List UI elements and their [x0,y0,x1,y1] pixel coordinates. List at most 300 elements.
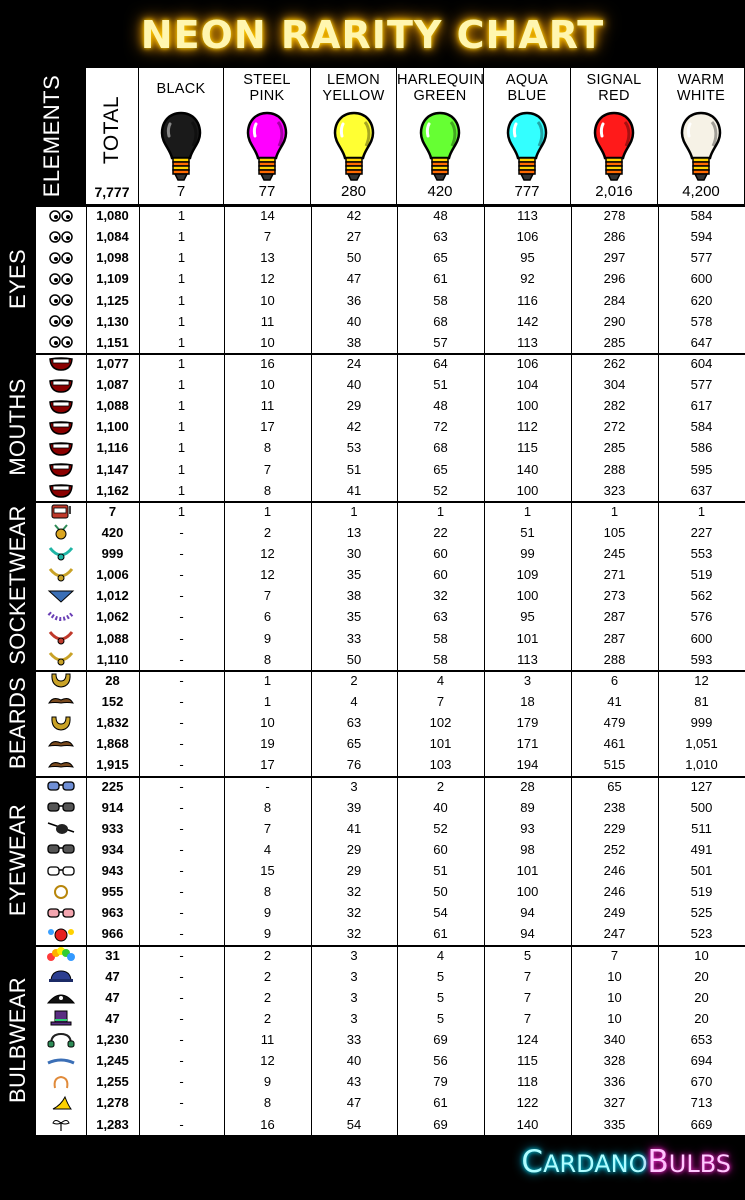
table-row [36,437,745,458]
value-cell: 41 [346,820,362,836]
value-cell: 577 [690,250,713,266]
total-cell: 1,147 [96,461,129,477]
value-cell: 113 [517,651,538,667]
group-divider [36,670,745,672]
total-cell: 914 [101,799,124,815]
color-name-line: AQUA [505,72,549,88]
value-cell: 93 [520,820,535,836]
value-cell: 17 [260,757,275,773]
value-cell: 1 [177,503,186,519]
total-label: TOTAL [100,95,123,165]
value-cell: 1 [177,313,186,329]
value-cell: 999 [690,715,713,731]
value-cell: 252 [603,841,626,857]
value-cell: 50 [346,250,362,266]
total-cell: 47 [105,989,120,1005]
group-divider [36,776,745,778]
color-header [484,68,571,204]
value-cell: - [179,884,184,900]
value-cell: 41 [607,693,622,709]
table-row [36,797,745,818]
table-row [36,1050,745,1071]
value-cell: 76 [346,757,362,773]
value-cell: 101 [429,736,452,752]
trait-icon-cell [36,881,86,902]
value-cell: 95 [520,250,535,266]
value-cell: 647 [690,334,713,350]
table-row [36,395,745,416]
eyes-icon [45,271,77,287]
table-row [36,987,745,1008]
value-cell: 113 [517,208,538,223]
table-row [36,881,745,902]
trait-icon-cell [36,311,86,332]
total-cell: 1,109 [96,271,129,287]
value-cell: 296 [603,271,626,287]
value-cell: 9 [263,1074,272,1090]
value-cell: 69 [433,1032,448,1048]
total-cell: 1,278 [96,1095,129,1111]
value-cell: 288 [603,651,626,667]
value-cell: 577 [690,377,713,393]
value-cell: 4 [436,947,445,963]
value-cell: 16 [260,1116,275,1132]
value-cell: 42 [346,419,362,435]
value-cell: 10 [694,947,709,963]
value-cell: 100 [516,482,539,498]
value-cell: 479 [603,715,626,731]
value-cell: 32 [346,905,362,921]
value-cell: 118 [517,1074,538,1090]
total-cell: 1,062 [96,609,129,625]
value-cell: 1 [263,672,272,688]
value-cell: 29 [346,863,362,879]
value-cell: 12 [260,567,275,583]
medal-icon [45,524,77,540]
slot-machine-icon [45,503,77,519]
color-count: 420 [427,183,453,200]
value-cell: 116 [517,292,538,308]
value-cell: 515 [603,757,626,773]
mouth-icon [45,419,77,435]
trait-icon-cell [36,1050,86,1071]
value-cell: 562 [690,588,713,604]
sprout-icon [45,1116,77,1132]
value-cell: 4 [350,693,358,709]
value-cell: 194 [516,757,539,773]
value-cell: 1 [177,419,186,435]
light-bulb-icon [505,110,549,188]
clown-nose-icon [45,926,77,942]
color-name-line: WHITE [676,88,726,104]
trait-icon-cell [36,268,86,289]
color-count: 4,200 [682,183,720,200]
trait-icon-cell [36,332,86,353]
value-cell: - [179,672,184,688]
value-cell: 593 [690,651,713,667]
value-cell: - [179,968,184,984]
total-cell: 1,125 [96,292,129,308]
value-cell: 35 [346,609,362,625]
value-cell: 32 [433,588,448,604]
value-cell: 103 [429,757,452,773]
trait-icon-cell [36,564,86,585]
value-cell: - [179,736,184,752]
value-cell: - [179,841,184,857]
group-label: BULBWEAR [5,976,30,1103]
table-row [36,628,745,649]
value-cell: 63 [346,715,362,731]
value-cell: 288 [603,461,626,477]
value-cell: 50 [433,884,448,900]
color-name-line: STEEL [243,72,291,88]
value-cell: - [179,1116,184,1132]
color-header [139,68,224,204]
value-cell: 63 [433,609,448,625]
value-cell: 33 [346,1032,362,1048]
pirate-hat-icon [45,989,77,1005]
value-cell: 142 [516,313,539,329]
value-cell: 13 [346,524,362,540]
value-cell: 48 [433,208,448,223]
total-cell: 1,915 [96,757,129,773]
value-cell: - [179,715,184,731]
mustache-icon [45,757,77,773]
value-cell: 2 [263,524,272,540]
value-cell: 670 [690,1074,713,1090]
value-cell: 40 [346,1053,362,1069]
trait-icon-cell [36,480,86,501]
value-cell: 48 [433,398,448,414]
value-cell: 12 [260,271,275,287]
eyes-icon [45,208,77,224]
value-cell: 98 [520,841,535,857]
color-count: 77 [258,183,276,200]
value-cell: 7 [610,947,619,963]
total-value: 7,777 [94,184,130,200]
value-cell: 285 [603,440,626,456]
table-row [36,839,745,860]
value-cell: - [179,799,184,815]
value-cell: 8 [263,440,272,456]
light-bulb-icon [245,110,289,188]
value-cell: 115 [517,1053,538,1069]
value-cell: 28 [520,778,535,794]
total-cell: 1,832 [96,715,129,731]
table-row [36,902,745,923]
value-cell: 290 [603,313,626,329]
value-cell: 52 [433,482,448,498]
value-cell: 3 [350,968,358,984]
value-cell: 10 [260,334,275,350]
value-cell: 4 [436,672,445,688]
trait-icon-cell [36,797,86,818]
value-cell: 1 [263,693,272,709]
table-row [36,1008,745,1029]
value-cell: 122 [516,1095,539,1111]
total-cell: 420 [101,524,124,540]
value-cell: 40 [346,377,362,393]
mustache-icon [45,736,77,752]
value-cell: 1 [610,503,619,519]
value-cell: 106 [516,355,539,371]
value-cell: 1 [177,334,186,350]
value-cell: 1 [263,503,272,519]
value-cell: 109 [516,567,539,583]
table-row [36,543,745,564]
value-cell: 53 [346,440,362,456]
trait-icon-cell [36,733,86,754]
trait-icon-cell [36,395,86,416]
total-cell: 934 [101,841,124,857]
color-name-line: PINK [249,88,285,104]
rainbow-wig-icon [45,947,77,963]
value-cell: 40 [433,799,448,815]
table-row [36,374,745,395]
table-row [36,416,745,437]
value-cell: 10 [260,377,275,393]
value-cell: 584 [690,208,713,223]
value-cell: 3 [523,672,532,688]
value-cell: 38 [346,334,362,350]
group-label: EYEWEAR [5,803,30,917]
beard-icon [45,672,77,688]
value-cell: 7 [436,693,445,709]
value-cell: 68 [433,440,448,456]
rarity-table [36,205,745,1135]
value-cell: 271 [603,567,626,583]
total-cell: 963 [101,905,124,921]
light-bulb-icon [332,110,376,188]
trait-icon-cell [36,628,86,649]
group-label: SOCKETWEAR [5,505,30,666]
value-cell: 637 [690,482,713,498]
chart-title: NEON RARITY CHART [140,13,605,57]
value-cell: - [179,820,184,836]
value-cell: - [179,567,184,583]
trait-icon-cell [36,522,86,543]
value-cell: 61 [433,926,448,942]
value-cell: 63 [433,229,448,245]
elements-label: ELEMENTS [39,74,64,197]
table-row [36,945,745,966]
value-cell: 1,010 [685,757,718,773]
value-cell: 3 [350,989,358,1005]
total-cell: 1,100 [96,419,129,435]
value-cell: 15 [260,863,275,879]
mouth-icon [45,355,77,371]
value-cell: 29 [346,841,362,857]
value-cell: 79 [433,1074,448,1090]
value-cell: 340 [603,1032,626,1048]
value-cell: 68 [433,313,448,329]
trait-icon-cell [36,374,86,395]
color-header [311,68,397,204]
color-count: 777 [514,183,540,200]
value-cell: 12 [260,1053,275,1069]
value-cell: 3 [350,1010,358,1026]
value-cell: 604 [690,355,713,371]
value-cell: 32 [346,884,362,900]
eyes-icon [45,229,77,245]
total-cell: 1,077 [96,355,129,371]
value-cell: 336 [603,1074,626,1090]
table-row [36,522,745,543]
value-cell: 1 [177,440,186,456]
value-cell: 1 [177,229,186,245]
value-cell: 64 [433,355,448,371]
trait-icon-cell [36,501,86,522]
value-cell: 8 [263,482,272,498]
color-name-line: YELLOW [322,88,385,104]
beads-icon [45,609,77,625]
total-cell: 28 [105,672,120,688]
trait-icon-cell [36,923,86,944]
value-cell: 1 [523,503,532,519]
total-cell: 1,012 [96,588,129,604]
value-cell: 27 [346,229,362,245]
trait-icon-cell [36,754,86,775]
table-row [36,754,745,775]
table-row [36,205,745,226]
value-cell: 7 [263,588,272,604]
total-cell: 1,098 [96,250,129,266]
trait-icon-cell [36,691,86,712]
value-cell: 1 [436,503,445,519]
value-cell: 106 [516,229,539,245]
value-cell: - [179,609,184,625]
value-cell: 287 [603,609,626,625]
value-cell: 19 [260,736,275,752]
value-cell: 8 [263,1095,272,1111]
value-cell: 61 [433,1095,448,1111]
value-cell: 112 [517,419,538,435]
trait-icon-cell [36,670,86,691]
value-cell: 553 [690,546,713,562]
value-cell: 1 [177,292,186,308]
value-cell: 57 [433,334,448,350]
value-cell: 10 [607,1010,622,1026]
eyes-icon [45,334,77,350]
value-cell: 105 [603,524,626,540]
value-cell: 519 [690,884,713,900]
trait-icon-cell [36,649,86,670]
value-cell: 1,051 [685,736,718,752]
value-cell: - [179,989,184,1005]
value-cell: 58 [433,651,448,667]
color-name-line: HARLEQUIN [397,72,485,88]
total-cell: 1,130 [96,313,129,329]
value-cell: 304 [603,377,626,393]
value-cell: 10 [607,968,622,984]
value-cell: 56 [433,1053,448,1069]
table-row [36,818,745,839]
value-cell: 39 [346,799,362,815]
value-cell: 278 [603,208,626,223]
value-cell: 1 [177,398,186,414]
eyepatch-icon [45,820,77,836]
value-cell: - [179,863,184,879]
value-cell: 171 [516,736,539,752]
trait-icon-cell [36,945,86,966]
value-cell: 3 [350,778,358,794]
mouth-icon [45,461,77,477]
value-cell: 617 [690,398,713,414]
necklace-icon [45,546,77,562]
value-cell: 2 [263,947,272,963]
mouth-icon [45,377,77,393]
value-cell: 72 [433,419,448,435]
value-cell: 35 [346,567,362,583]
color-name-line: GREEN [413,88,467,104]
value-cell: 1 [177,208,186,223]
table-row [36,290,745,311]
color-header [571,68,658,204]
trait-icon-cell [36,1029,86,1050]
table-row [36,311,745,332]
value-cell: 100 [516,884,539,900]
trait-icon-cell [36,247,86,268]
value-cell: 50 [346,651,362,667]
trait-icon-cell [36,353,86,374]
value-cell: 284 [603,292,626,308]
value-cell: - [179,778,184,794]
value-cell: 1 [697,503,706,519]
trait-icon-cell [36,902,86,923]
value-cell: 246 [603,863,626,879]
total-cell: 933 [101,820,124,836]
value-cell: 38 [346,588,362,604]
value-cell: 461 [603,736,626,752]
value-cell: 43 [346,1074,362,1090]
trait-icon-cell [36,437,86,458]
total-cell: 1,245 [96,1053,129,1069]
value-cell: 9 [263,905,272,921]
table-row [36,776,745,797]
value-cell: 29 [346,398,362,414]
color-name [571,72,657,104]
value-cell: 10 [260,292,275,308]
value-cell: 3 [350,947,358,963]
value-cell: 65 [607,778,622,794]
table-row [36,501,745,522]
value-cell: 47 [346,1095,362,1111]
eyes-icon [45,313,77,329]
total-cell: 1,084 [96,229,129,245]
value-cell: 54 [433,905,448,921]
total-cell: 1,080 [96,208,129,223]
value-cell: 511 [691,820,712,836]
total-cell: 1,151 [96,334,129,350]
value-cell: 519 [690,567,713,583]
value-cell: 297 [603,250,626,266]
color-count: 7 [176,183,186,200]
light-bulb-icon [592,110,636,188]
total-cell: 1,255 [96,1074,129,1090]
table-row [36,1029,745,1050]
table-row [36,585,745,606]
mask-icon [45,778,77,794]
value-cell: 51 [433,377,448,393]
value-cell: 8 [263,651,272,667]
value-cell: 17 [260,419,275,435]
value-cell: 102 [429,715,452,731]
group-label: BEARDS [5,676,30,769]
table-row [36,966,745,987]
value-cell: 586 [690,440,713,456]
value-cell: - [179,630,184,646]
value-cell: 81 [694,693,709,709]
